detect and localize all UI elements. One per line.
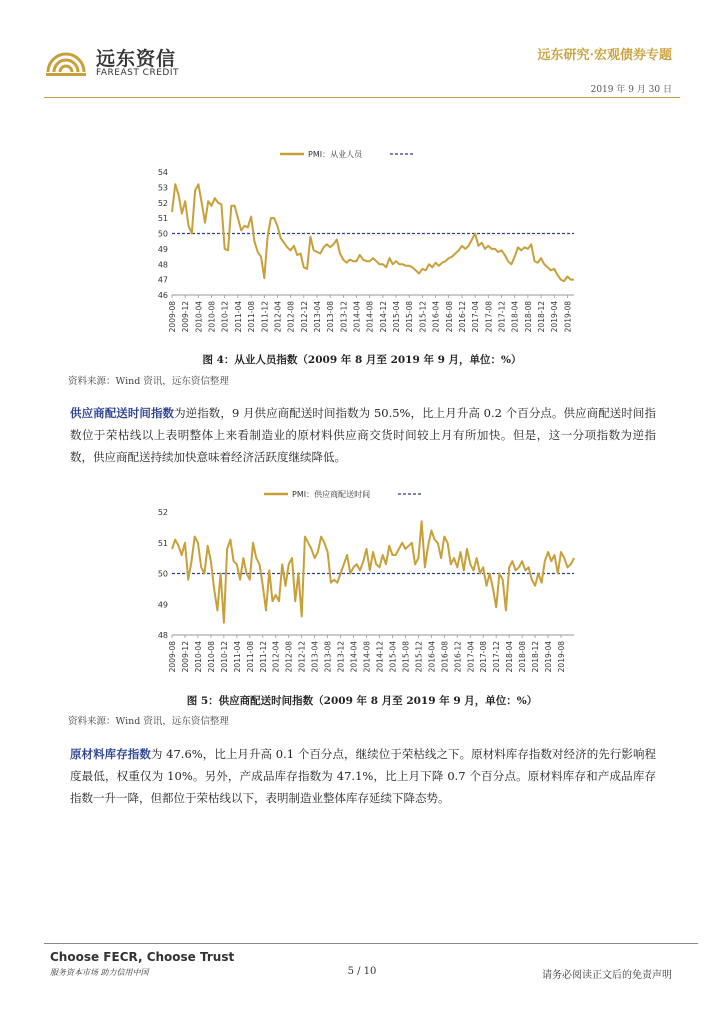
disclaimer-link[interactable]: 请务必阅读正文后的免责声明: [542, 970, 672, 981]
y-tick-label: 46: [157, 291, 168, 300]
y-tick-label: 47: [157, 275, 168, 285]
series-line: [172, 184, 574, 281]
y-tick-label: 52: [157, 508, 168, 517]
x-tick-label: 2015-12: [414, 641, 424, 673]
y-tick-label: 48: [157, 260, 168, 270]
x-tick-label: 2016-04: [431, 301, 441, 333]
x-tick-label: 2018-04: [510, 301, 520, 333]
y-tick-label: 51: [157, 538, 168, 548]
logo-text-en: FAREAST CREDIT: [96, 68, 179, 78]
x-tick-label: 2013-04: [310, 641, 320, 673]
x-tick-label: 2014-08: [365, 301, 375, 333]
x-tick-label: 2013-08: [323, 641, 333, 673]
x-tick-label: 2015-12: [418, 301, 428, 333]
x-tick-label: 2009-12: [180, 641, 190, 673]
x-tick-label: 2011-12: [260, 301, 270, 333]
y-tick-label: 50: [157, 229, 168, 239]
paragraph-keyword: 供应商配送时间指数: [70, 406, 175, 420]
x-tick-label: 2019-04: [544, 641, 554, 673]
x-tick-label: 2012-12: [299, 301, 309, 333]
x-tick-label: 2015-04: [392, 301, 402, 333]
footer-divider: [44, 943, 698, 944]
x-tick-label: 2010-04: [193, 641, 203, 673]
x-tick-label: 2014-12: [375, 641, 385, 673]
x-tick-label: 2016-08: [444, 301, 454, 333]
x-tick-label: 2009-08: [168, 301, 177, 333]
supplier-delivery-index-chart: [150, 480, 590, 685]
x-tick-label: 2010-08: [207, 301, 217, 333]
x-tick-label: 2017-12: [497, 301, 507, 333]
x-tick-label: 2011-08: [245, 641, 255, 673]
x-tick-label: 2012-08: [286, 301, 296, 333]
x-tick-label: 2013-12: [339, 301, 349, 333]
x-tick-label: 2011-04: [233, 301, 243, 333]
x-tick-label: 2014-04: [349, 641, 359, 673]
x-tick-label: 2011-08: [247, 301, 257, 333]
x-tick-label: 2018-12: [537, 301, 547, 333]
x-tick-label: 2012-12: [297, 641, 307, 673]
legend-series-label: PMI：供应商配送时间: [292, 490, 371, 499]
x-tick-label: 2010-08: [206, 641, 216, 673]
x-tick-label: 2010-04: [194, 301, 204, 333]
x-tick-label: 2014-08: [362, 641, 372, 673]
x-tick-label: 2017-12: [492, 641, 502, 673]
x-tick-label: 2011-04: [232, 641, 242, 673]
x-tick-label: 2015-08: [401, 641, 411, 673]
employment-index-chart: [150, 140, 590, 345]
figure-5-source: 资料来源：Wind 资讯，远东资信整理: [68, 716, 229, 727]
y-tick-label: 54: [157, 168, 168, 177]
x-tick-label: 2014-12: [378, 301, 388, 333]
x-tick-label: 2010-12: [220, 301, 230, 333]
paragraph-text: 为逆指数，9 月供应商配送时间指数为 50.5%，比上月升高 0.2 个百分点。供应商配送时间指数位于荣枯线以上表明整体上来看制造业的原材料供应商交货时间较上月有所加快。但是，这一分项指数为逆指数，供应商配送持续加快意味着经济活跃度继续降低。: [70, 406, 656, 464]
x-tick-label: 2019-08: [563, 301, 573, 333]
series-line: [172, 521, 574, 623]
footer-slogan: 服务资本市场 助力信用中国: [50, 968, 149, 977]
y-tick-label: 49: [157, 244, 168, 254]
x-tick-label: 2016-12: [457, 301, 467, 333]
x-tick-label: 2019-04: [550, 301, 560, 333]
y-tick-label: 50: [157, 569, 168, 579]
footer-brand: Choose FECR, Choose Trust: [50, 950, 235, 964]
x-tick-label: 2016-04: [427, 641, 437, 673]
x-tick-label: 2015-04: [388, 641, 398, 673]
x-tick-label: 2018-04: [505, 641, 515, 673]
y-tick-label: 49: [157, 600, 168, 610]
y-tick-label: 51: [157, 214, 168, 224]
x-tick-label: 2010-12: [219, 641, 229, 673]
x-tick-label: 2015-08: [405, 301, 415, 333]
header-divider: [44, 97, 680, 98]
x-tick-label: 2017-04: [466, 641, 476, 673]
figure-4-chart: [150, 140, 590, 345]
paragraph-raw-material-inventory: [70, 743, 656, 809]
x-tick-label: 2017-08: [479, 641, 489, 673]
figure-5-chart: [150, 480, 590, 685]
x-tick-label: 2009-08: [168, 641, 177, 673]
x-tick-label: 2017-04: [471, 301, 481, 333]
page-number: 5 / 10: [347, 966, 377, 977]
x-tick-label: 2016-12: [453, 641, 463, 673]
x-tick-label: 2013-12: [336, 641, 346, 673]
x-tick-label: 2018-08: [518, 641, 528, 673]
x-tick-label: 2016-08: [440, 641, 450, 673]
figure-4-caption: 图 4：从业人员指数（2009 年 8 月至 2019 年 9 月，单位：%）: [202, 354, 522, 366]
company-logo: [44, 42, 194, 80]
figure-4-source: 资料来源：Wind 资讯，远东资信整理: [68, 376, 229, 387]
report-date: 2019 年 9 月 30 日: [590, 85, 672, 95]
paragraph-text: 为 47.6%，比上月升高 0.1 个百分点，继续位于荣枯线之下。原材料库存指数对经济的先行影响程度最低，权重仅为 10%。另外，产成品库存指数为 47.1%，比上月下降 0.7 个百分点。原材料库存和产成品库存指数一升一降，但都位于荣枯线以下，表明制造业整体库存延续下降态势。: [70, 747, 656, 805]
figure-5-caption: 图 5：供应商配送时间指数（2009 年 8 月至 2019 年 9 月，单位：%）: [186, 695, 538, 707]
x-tick-label: 2011-12: [258, 641, 268, 673]
x-tick-label: 2018-12: [531, 641, 541, 673]
paragraph-supplier-delivery: [70, 402, 656, 468]
logo-text-cn: 远东资信: [96, 48, 177, 70]
y-tick-label: 52: [157, 198, 168, 208]
x-tick-label: 2013-04: [312, 301, 322, 333]
x-tick-label: 2018-08: [523, 301, 533, 333]
chart-legend: [280, 149, 414, 159]
fareast-logo-icon: [44, 42, 88, 80]
chart-legend: [264, 489, 422, 499]
x-tick-label: 2014-04: [352, 301, 362, 333]
x-tick-label: 2013-08: [326, 301, 336, 333]
x-tick-label: 2012-04: [273, 301, 283, 333]
legend-series-label: PMI：从业人员: [308, 150, 363, 159]
y-tick-label: 48: [157, 631, 168, 640]
x-tick-label: 2019-08: [557, 641, 567, 673]
x-tick-label: 2017-08: [484, 301, 494, 333]
x-tick-label: 2009-12: [181, 301, 191, 333]
x-tick-label: 2012-08: [284, 641, 294, 673]
y-tick-label: 53: [157, 183, 168, 193]
report-series-title: 远东研究·宏观债券专题: [537, 48, 672, 63]
paragraph-keyword: 原材料库存指数: [70, 747, 151, 761]
x-tick-label: 2012-04: [271, 641, 281, 673]
